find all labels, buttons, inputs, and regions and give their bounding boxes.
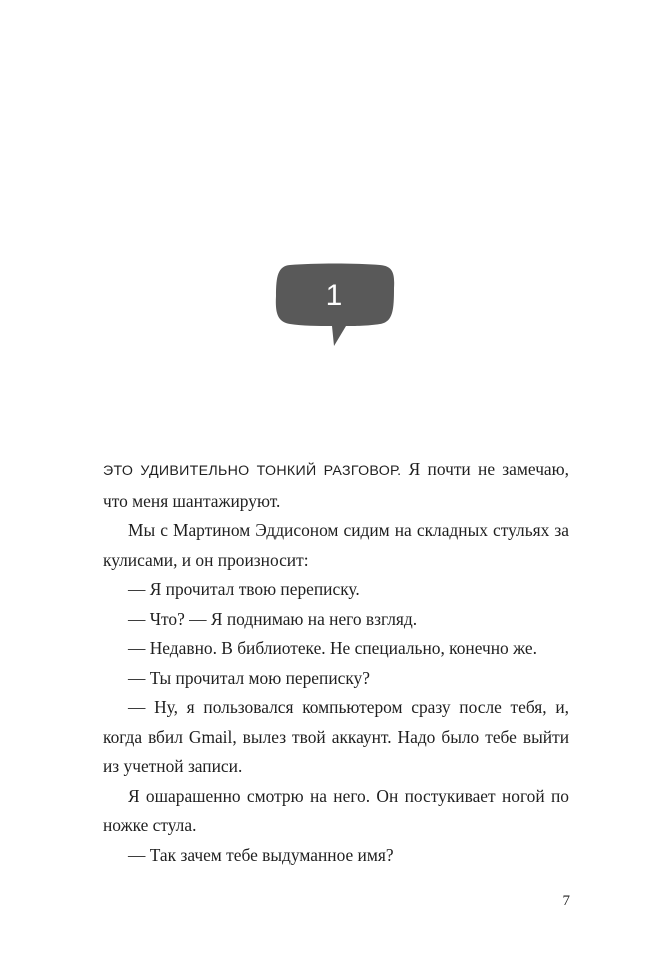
paragraph: — Недавно. В библиотеке. Не специально, конечно же.: [128, 638, 537, 658]
paragraph: — Что? — Я поднимаю на него взгляд.: [128, 608, 418, 629]
chapter-text: [103, 455, 569, 870]
paragraph: — Ты прочитал мою переписку?: [128, 667, 370, 688]
paragraph: Я ошарашенно смотрю на него. Он постукивает ногой по ножке стула.: [103, 785, 569, 835]
chapter-speech-bubble: [274, 262, 396, 354]
chapter-number: 1: [325, 279, 343, 312]
paragraph: Мы с Мартином Эддисоном сидим на складных стульях за кулисами, и он произносит:: [103, 520, 569, 570]
paragraph: — Я прочитал твою переписку.: [128, 579, 360, 599]
lead-in-caps: ЭТО УДИВИТЕЛЬНО ТОНКИЙ РАЗГОВОР.: [103, 463, 402, 479]
paragraph: — Ну, я пользовался компьютером сразу после тебя, и, когда вбил Gmail, вылез твой аккаунт. Надо было тебе выйти из учетной записи.: [103, 697, 569, 776]
paragraph: — Так зачем тебе выдуманное имя?: [128, 844, 394, 865]
paragraph: [103, 455, 569, 516]
page-number: 7: [562, 893, 570, 909]
paragraph-text: Я почти не замечаю, что меня шантажируют.: [103, 459, 569, 511]
